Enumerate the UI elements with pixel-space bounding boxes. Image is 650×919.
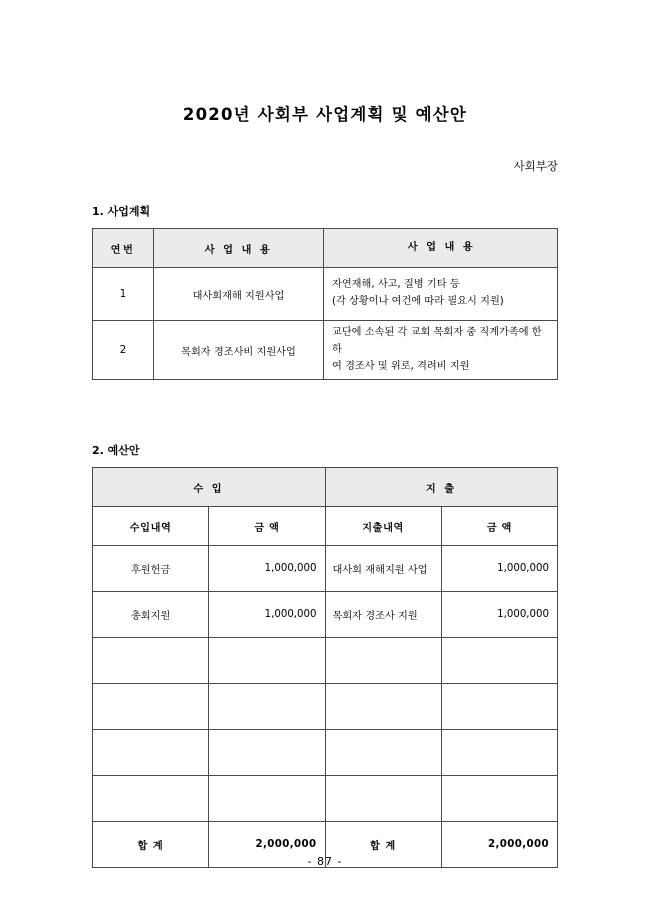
cell-income-amount [209, 638, 325, 684]
column-header-expense-item: 지출내역 [325, 507, 441, 546]
business-plan-table [92, 228, 558, 380]
cell-income-amount: 1,000,000 [209, 546, 325, 592]
cell-expense-item [325, 638, 441, 684]
cell-expense-amount [441, 776, 557, 822]
cell-expense-item: 대사회 재해지원 사업 [325, 546, 441, 592]
cell-income-item [93, 730, 209, 776]
column-header-expense-amount: 금 액 [441, 507, 557, 546]
table-row [93, 638, 558, 684]
cell-income-amount [209, 684, 325, 730]
cell-expense-amount [441, 638, 557, 684]
table-header-row [93, 229, 558, 268]
cell-desc-line1: 자연재해, 사고, 질병 기타 등 [332, 279, 460, 291]
section-heading-plan: 1. 사업계획 [92, 205, 151, 218]
cell-no: 1 [93, 268, 154, 321]
document-content [92, 0, 558, 868]
column-header-no: 연번 [93, 229, 154, 268]
cell-desc [324, 321, 558, 380]
table-head [93, 468, 558, 546]
table-row [93, 684, 558, 730]
column-header-desc: 사 업 내 용 [324, 229, 558, 268]
cell-income-total-amount: 2,000,000 [209, 822, 325, 868]
cell-expense-amount [441, 684, 557, 730]
cell-expense-amount: 1,000,000 [441, 546, 557, 592]
table-row [93, 730, 558, 776]
table-header-row [93, 507, 558, 546]
cell-income-item [93, 638, 209, 684]
cell-income-item: 총회지원 [93, 592, 209, 638]
table-row [93, 592, 558, 638]
section-heading-budget: 2. 예산안 [92, 444, 140, 458]
cell-expense-total-amount: 2,000,000 [441, 822, 557, 868]
table-body [93, 546, 558, 868]
cell-desc [324, 268, 558, 321]
table-head [93, 229, 558, 268]
cell-income-total-label: 합 계 [93, 822, 209, 868]
table-row [93, 546, 558, 592]
cell-desc-line1: 교단에 소속된 각 교회 목회자 중 직계가족에 한하 [332, 327, 542, 355]
column-header-income-amount: 금 액 [209, 507, 325, 546]
page-number: - 87 - [307, 855, 343, 868]
column-header-name: 사 업 내 용 [154, 229, 324, 268]
section-spacer [92, 380, 558, 413]
cell-name: 대사회재해 지원사업 [154, 268, 324, 321]
budget-table [92, 467, 558, 868]
cell-income-item [93, 776, 209, 822]
cell-income-item [93, 684, 209, 730]
cell-expense-item [325, 776, 441, 822]
cell-no: 2 [93, 321, 154, 380]
group-header-expense: 지 출 [325, 468, 558, 507]
cell-income-amount: 1,000,000 [209, 592, 325, 638]
cell-expense-item: 목회자 경조사 지원 [325, 592, 441, 638]
table-row [93, 321, 558, 380]
page-title: 2020년 사회부 사업계획 및 예산안 [182, 105, 468, 124]
cell-income-item: 후원헌금 [93, 546, 209, 592]
table-body [93, 268, 558, 380]
column-header-income-item: 수입내역 [93, 507, 209, 546]
group-header-income: 수 입 [93, 468, 326, 507]
cell-expense-item [325, 730, 441, 776]
cell-expense-amount [441, 730, 557, 776]
cell-name: 목회자 경조사비 지원사업 [154, 321, 324, 380]
table-row [93, 268, 558, 321]
byline: 사회부장 [513, 159, 558, 173]
cell-expense-item [325, 684, 441, 730]
cell-income-amount [209, 730, 325, 776]
table-row [93, 776, 558, 822]
cell-income-amount [209, 776, 325, 822]
cell-desc-line2: (각 상황이나 여건에 따라 필요시 지원) [332, 296, 504, 307]
table-group-header-row [93, 468, 558, 507]
cell-desc-line2: 여 경조사 및 위로, 격려비 지원 [332, 360, 470, 372]
cell-expense-amount: 1,000,000 [441, 592, 557, 638]
cell-expense-total-label: 합 계 [325, 822, 441, 868]
